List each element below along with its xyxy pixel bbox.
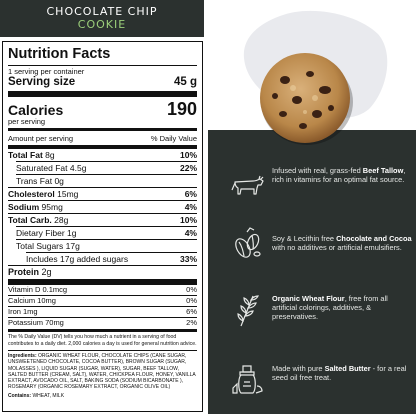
calories-value: 190 <box>166 99 197 119</box>
daily-value-label: % Daily Value <box>150 134 197 143</box>
contains-text: Contains: WHEAT, MILK <box>8 393 65 400</box>
cocoa-pod-icon <box>227 224 267 264</box>
amount-header-row <box>8 134 197 143</box>
nutrient-row-total-sugars: Total Sugars 17g <box>16 239 197 252</box>
vitamin-row-d: Vitamin D 0.1mcg 0% <box>8 285 197 294</box>
nutrient-row-saturated-fat: Saturated Fat 4.5g 22% <box>16 163 197 173</box>
product-variant: COOKIE <box>77 18 127 31</box>
product-name: CHOCOLATE CHIP <box>46 5 158 18</box>
butter-jar-icon <box>227 358 267 398</box>
ingredients-text: Ingredients: ORGANIC WHEAT FLOUR, CHOCOLATE CHIPS (CANE SUGAR, UNSWEETENED CHOCOLATE, COCOA BUTTER), BROWN SUGAR (SUGAR, MOLASSES ), LIQUID SUGAR (SUGAR, WATER), SUGAR, BEEF TALLOW, SALTED BUTTER (CREAM, SALT), WATER, CHICKPEA FLOUR, HONEY, VANILLA EXTRACT, AVOCADO OIL, SALT, BAKING SODA (SODIUM BICARBONATE ), ROSEMARY (ORGANIC ROSEMARY EXTRACT, ORGANIC OLIVE OIL) <box>8 353 196 391</box>
nutrient-row-total-fat: Total Fat 8g 10% <box>8 145 197 161</box>
vitamin-row-potassium: Potassium 70mg 2% <box>8 318 197 327</box>
calories-sub: per serving <box>8 117 46 126</box>
vitamin-row-calcium: Calcium 10mg 0% <box>8 296 197 305</box>
nutrient-row-protein: Protein 2g <box>8 265 197 278</box>
nutrition-facts-panel <box>2 41 203 412</box>
nutrient-row-cholesterol: Cholesterol 15mg 6% <box>8 189 197 199</box>
feature-salted-butter: Made with pure Salted Butter - for a real seed oil free treat. <box>272 364 407 382</box>
feature-chocolate-cocoa: Soy & Lecithin free Chocolate and Cocoa with no additives or artificial emulsifiers. <box>272 234 412 252</box>
nutrient-row-trans-fat: Trans Fat 0g <box>16 174 197 187</box>
vitamin-row-iron: Iron 1mg 6% <box>8 307 197 316</box>
nutrient-row-sodium: Sodium 95mg 4% <box>8 202 197 212</box>
product-header <box>0 0 204 37</box>
nutrient-row-dietary-fiber: Dietary Fiber 1g 4% <box>16 228 197 238</box>
servings-per-container: 1 serving per container <box>8 67 85 76</box>
feature-organic-wheat-flour: Organic Wheat Flour, free from all artificial colorings, additives, & preservatives. <box>272 294 388 321</box>
amount-per-serving-label: Amount per serving <box>8 134 74 143</box>
calories-row <box>8 99 197 126</box>
feature-beef-tallow: Infused with real, grass-fed Beef Tallow, rich in vitamins for an optimal fat source. <box>272 166 406 184</box>
serving-size-label: Serving size <box>8 76 76 88</box>
cow-icon <box>227 166 267 206</box>
nutrient-row-added-sugars: Includes 17g added sugars 33% <box>26 254 197 264</box>
nutrition-facts-title: Nutrition Facts <box>8 46 111 62</box>
cookie-image <box>255 48 355 148</box>
daily-value-footnote: The % Daily Value (DV) tells you how much a nutrient in a serving of food contributes to a daily diet. 2,000 calories a day is used for general nutrition advice. <box>8 334 197 347</box>
serving-size-row <box>8 76 197 89</box>
nutrient-row-total-carb: Total Carb. 28g 10% <box>8 215 197 225</box>
wheat-icon <box>227 290 267 330</box>
calories-label: Calories <box>8 102 64 118</box>
serving-size-value: 45 g <box>173 76 197 88</box>
